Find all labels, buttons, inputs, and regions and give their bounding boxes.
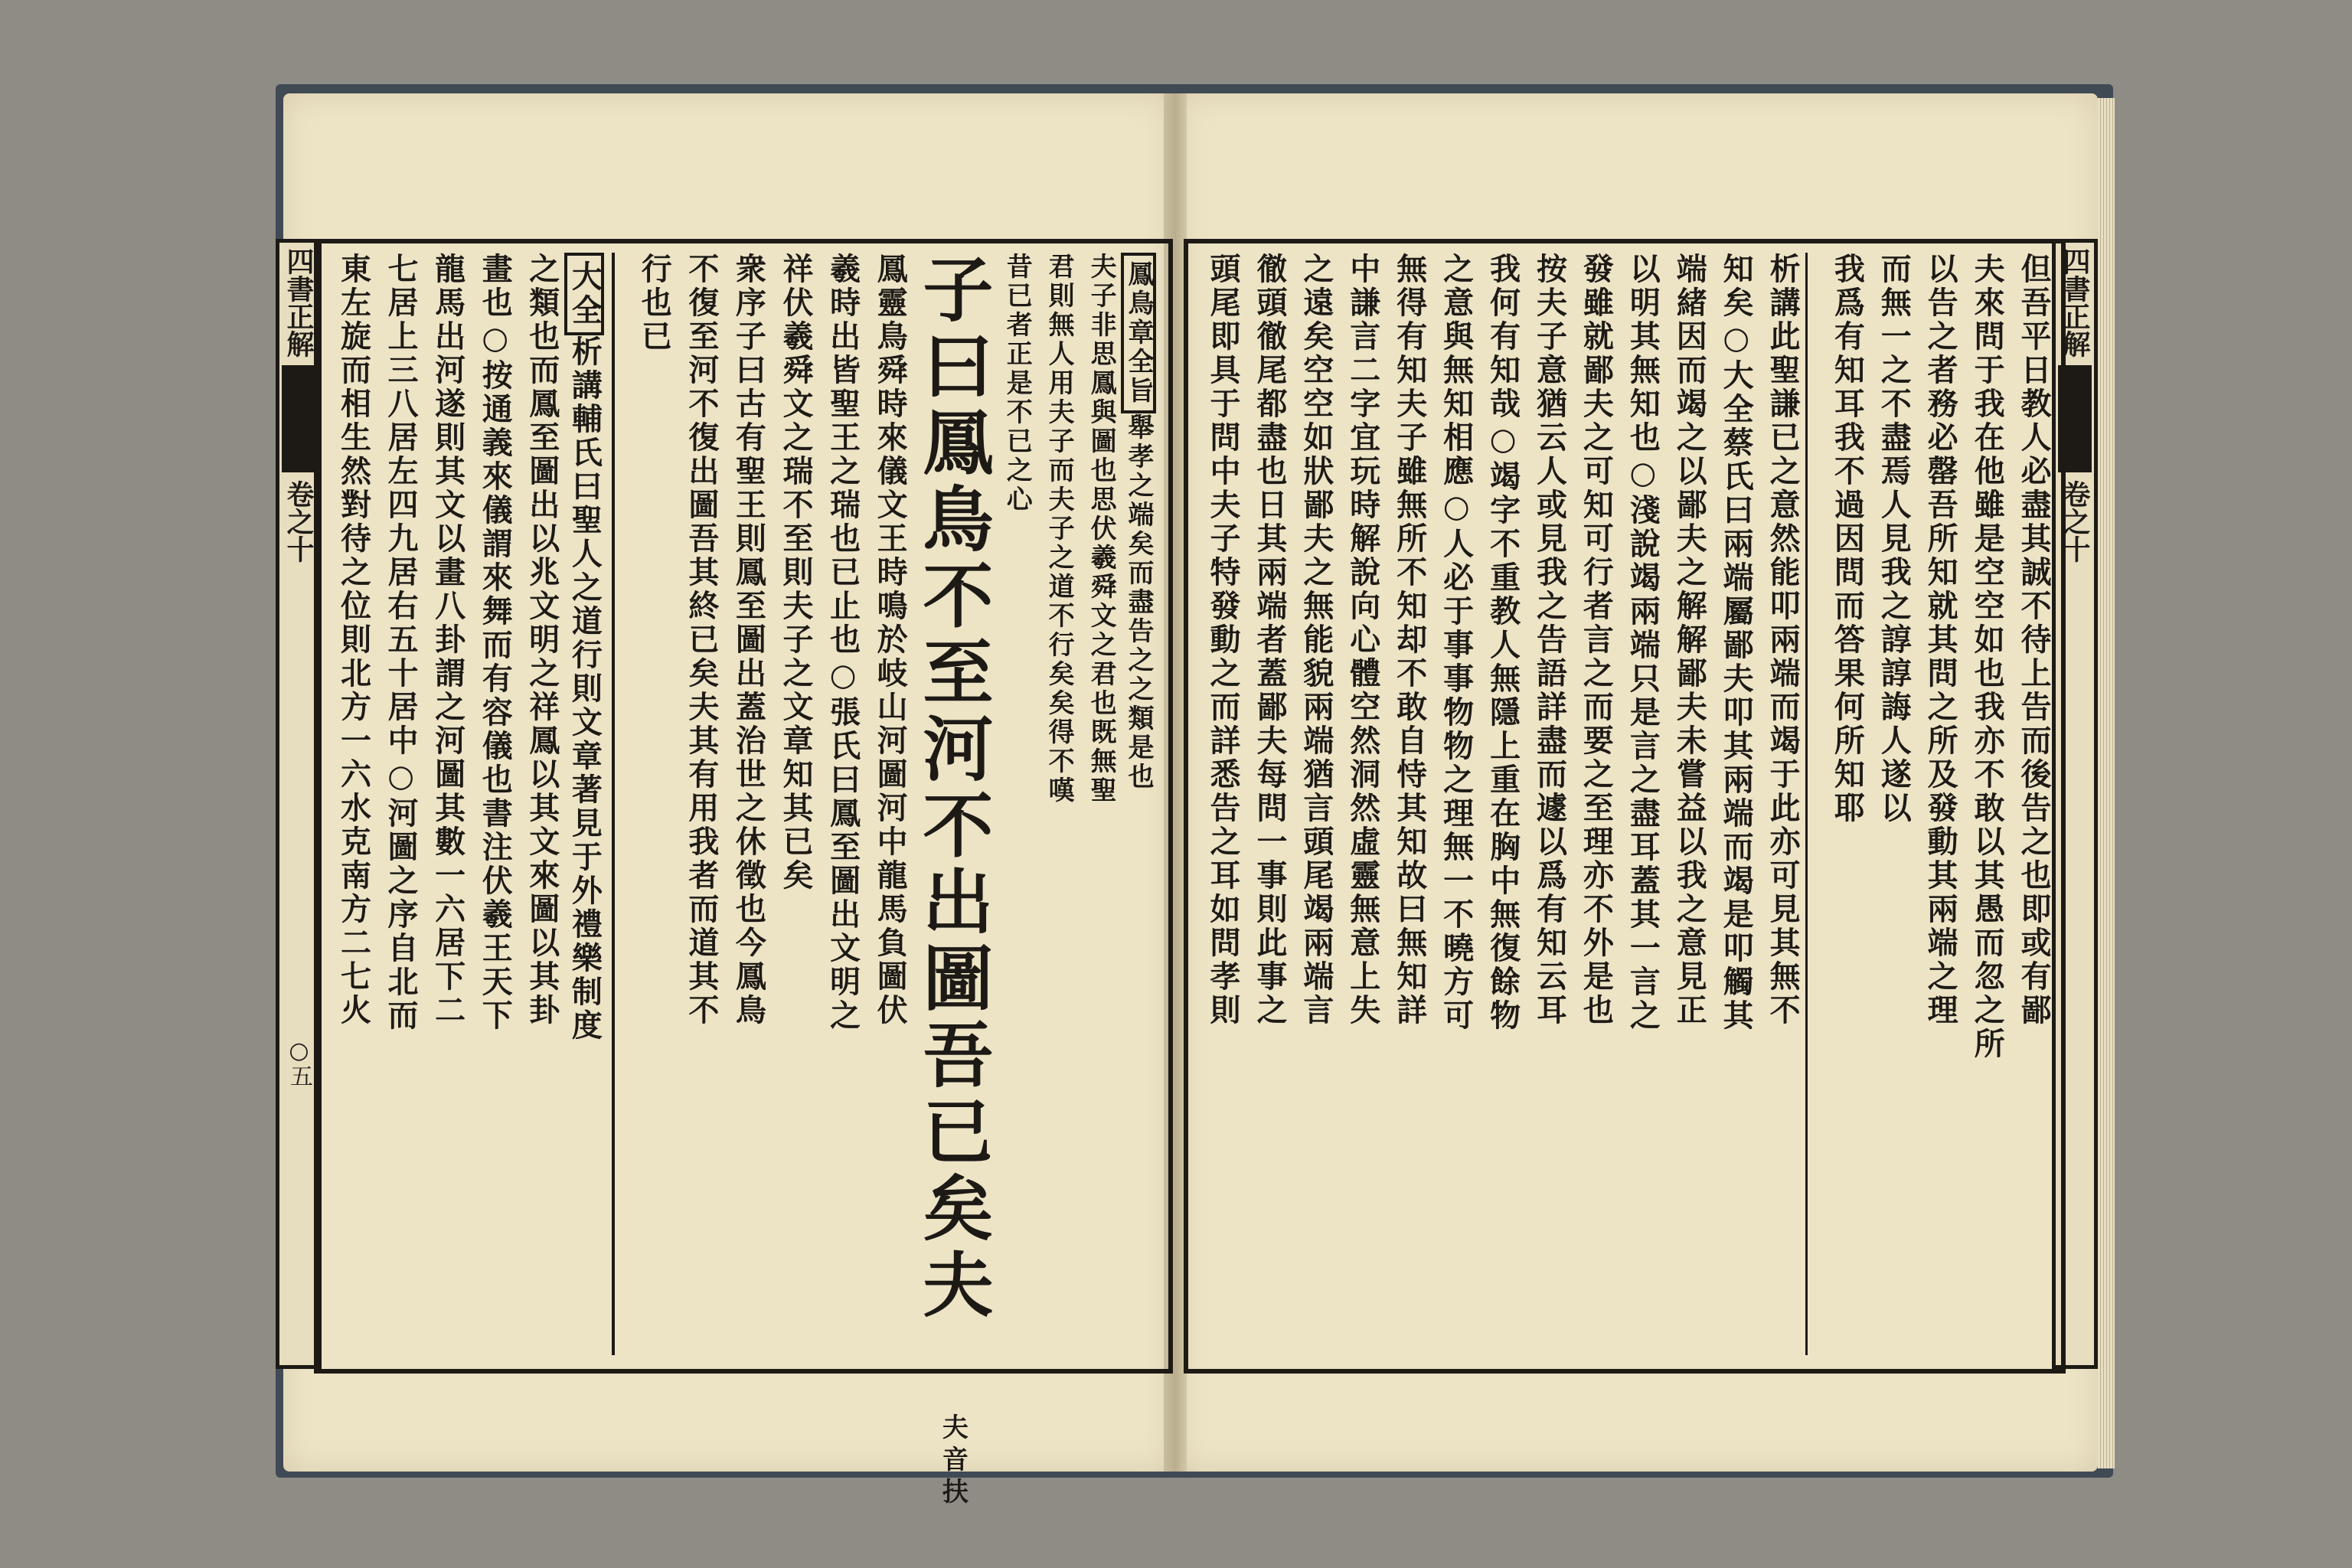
text-column: 知矣○大全蔡氏曰兩端屬鄙夫叩其兩端而竭是叩觸其	[1718, 253, 1755, 1033]
main-title-column	[905, 253, 995, 1510]
text-column: 端緒因而竭之以鄙夫之解解鄙夫未嘗益以我之意見正	[1671, 253, 1708, 1027]
header-box-column	[1114, 253, 1156, 1348]
main-title: 子曰鳳鳥不至河不出圖吾已矣夫	[911, 253, 995, 1325]
left-text-columns	[322, 253, 1156, 1510]
text-column: 析講輔氏曰聖人之道行則文章著見于外禮樂制度	[567, 335, 603, 1043]
text-column: 徹頭徹尾都盡也日其兩端者蓋鄙夫每問一事則此事之	[1251, 253, 1288, 1027]
text-column: 衆序子曰古有聖王則鳳至圖出蓋治世之休徵也今鳳鳥	[730, 253, 767, 1027]
text-column: 昔已者正是不已之心	[1001, 253, 1033, 514]
title-note: 夫音扶	[937, 1413, 969, 1510]
left-strip-title: 四書正解	[283, 247, 315, 358]
text-column: 無得有知夫子雖無所不知却不敢自恃其知故曰無知詳	[1391, 253, 1428, 1027]
chapter-header-box: 鳳鳥章全旨	[1121, 253, 1156, 413]
text-column: 析講此聖謙已之意然能叩兩端而竭于此亦可見其無不	[1765, 253, 1802, 1027]
column-divider	[1805, 253, 1808, 1355]
text-column: 七居上三八居左四九居右五十居中○河圖之序自北而	[383, 253, 420, 1033]
column-divider	[612, 253, 614, 1355]
text-column: 龍馬出河遂則其文以畫八卦謂之河圖其數一六居下二	[430, 253, 466, 1027]
text-column: 我何有知哉○竭字不重教人無隱上重在胸中無復餘物	[1485, 253, 1521, 1033]
text-column: 之類也而鳳至圖出以兆文明之祥鳳以其文來圖以其卦	[524, 253, 560, 1027]
text-column: 發雖就鄙夫之可知可行者言之而要之至理亦不外是也	[1578, 253, 1615, 1027]
text-column: 夫來問于我在他雖是空空如也我亦不敢以其愚而忽之所	[1969, 253, 2006, 1061]
page-edges	[2098, 98, 2115, 1468]
text-column: 舉孝之端矣而盡告之之類是也	[1123, 413, 1154, 792]
left-strip-section: 卷之十	[283, 480, 315, 563]
text-column: 畫也○按通義來儀謂來舞而有容儀也書注伏羲王天下	[477, 253, 514, 1033]
text-column: 以明其無知也○淺說竭兩端只是言之盡耳蓋其一言之	[1625, 253, 1661, 1033]
left-strip-block	[282, 365, 315, 472]
right-strip-title: 四書正解	[2059, 247, 2091, 358]
text-column: 而無一之不盡焉人見我之諄諄誨人遂以	[1876, 253, 1913, 825]
text-column: 東左旋而相生然對待之位則北方一六水克南方二七火	[335, 253, 372, 1027]
text-column: 不復至河不復出圖吾其終已矣夫其有用我者而道其不	[683, 253, 720, 1027]
left-strip-page-number: ○五	[286, 1037, 312, 1087]
text-column: 祥伏羲舜文之瑞不至則夫子之文章知其已矣	[777, 253, 814, 893]
right-strip-section: 卷之十	[2059, 480, 2091, 563]
right-text-columns	[1191, 253, 2052, 1355]
text-column: 夫子非思鳳與圖也思伏羲舜文之君也既無聖	[1086, 253, 1117, 805]
lecture-label-box: 大全	[564, 253, 604, 335]
text-column: 之遠矣空空如狀鄙夫之無能貌兩端猶言頭尾竭兩端言	[1298, 253, 1334, 1027]
text-column: 君則無人用夫子而夫子之道不行矣矣得不嘆	[1044, 253, 1075, 805]
text-column: 我爲有知耳我不過因問而答果何所知耶	[1829, 253, 1866, 825]
lecture-column-2	[463, 253, 514, 1348]
text-column: 鳳靈鳥舜時來儀文王時鳴於岐山河圖河中龍馬負圖伏	[872, 253, 909, 1027]
text-column: 行也已	[636, 253, 673, 354]
text-column: 羲時出皆聖王之瑞也已止也○張氏曰鳳至圖出文明之	[825, 253, 861, 1033]
text-column: 之意與無知相應○人必于事事物物之理無一不曉方可	[1438, 253, 1475, 1033]
text-column: 頭尾即具于問中夫子特發動之而詳悉告之耳如問孝則	[1205, 253, 1242, 1027]
text-column: 但吾平日教人必盡其誠不待上告而後告之也即或有鄙	[2016, 253, 2052, 1027]
text-column: 中謙言二字宜玩時解說向心體空然洞然虛靈無意上失	[1344, 253, 1381, 1027]
text-column: 以告之者務必罄吾所知就其問之所及發動其兩端之理	[1922, 253, 1959, 1027]
text-column: 按夫子意猶云人或見我之告語詳盡而遽以爲有知云耳	[1531, 253, 1568, 1027]
lecture-column	[557, 253, 605, 1348]
